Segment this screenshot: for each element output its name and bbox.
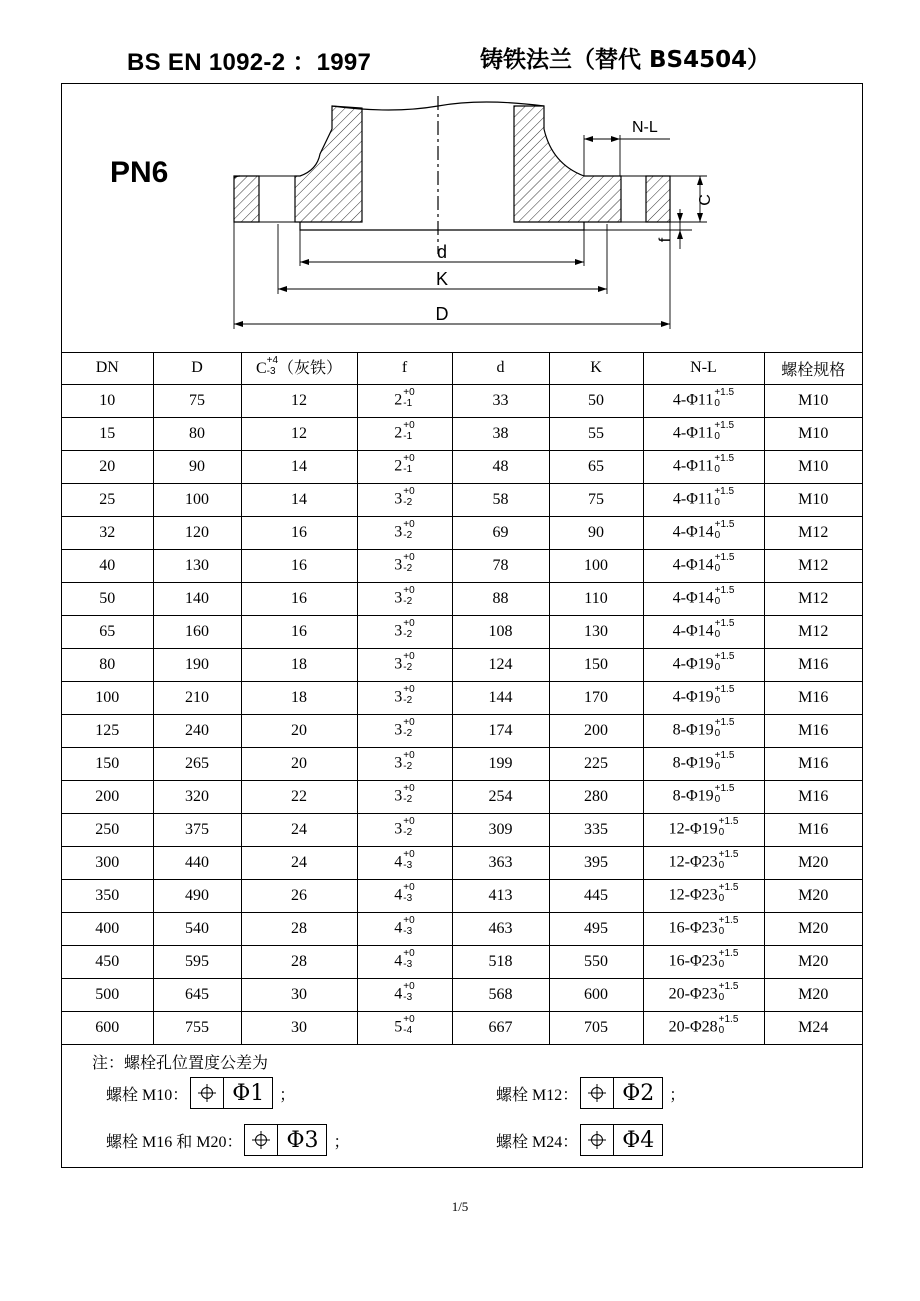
cell-d-outer: 490	[153, 880, 241, 913]
cell-nl: 4-Φ11 +1.5 0	[643, 418, 764, 451]
table-row	[62, 1012, 862, 1045]
cell-d-outer: 90	[153, 451, 241, 484]
cell-f: 3 +0 -2	[357, 814, 452, 847]
cell-bolt: M20	[764, 913, 862, 946]
cell-nl: 16-Φ23 +1.5 0	[643, 946, 764, 979]
dimension-lines	[234, 135, 707, 329]
cell-f: 4 +0 -3	[357, 847, 452, 880]
note-item-m24: 螺栓 M24： Φ4	[496, 1124, 663, 1156]
cell-c: 16	[241, 583, 357, 616]
cell-dn: 200	[62, 781, 153, 814]
cell-d-inner: 33	[452, 385, 549, 418]
dimension-arrows	[234, 136, 703, 327]
cell-k: 100	[549, 550, 643, 583]
cell-d-inner: 309	[452, 814, 549, 847]
cell-k: 150	[549, 649, 643, 682]
cell-dn: 15	[62, 418, 153, 451]
table-row	[62, 484, 862, 517]
cell-d-outer: 190	[153, 649, 241, 682]
cell-d-outer: 210	[153, 682, 241, 715]
cell-f: 3 +0 -2	[357, 682, 452, 715]
cell-c: 18	[241, 649, 357, 682]
cell-d-outer: 75	[153, 385, 241, 418]
cell-dn: 25	[62, 484, 153, 517]
cell-nl: 12-Φ23 +1.5 0	[643, 880, 764, 913]
cell-nl: 8-Φ19 +1.5 0	[643, 715, 764, 748]
cell-dn: 400	[62, 913, 153, 946]
cell-k: 65	[549, 451, 643, 484]
cell-d-inner: 58	[452, 484, 549, 517]
cell-k: 495	[549, 913, 643, 946]
cell-bolt: M16	[764, 682, 862, 715]
cell-k: 445	[549, 880, 643, 913]
table-row	[62, 847, 862, 880]
cell-nl: 4-Φ11 +1.5 0	[643, 451, 764, 484]
cell-bolt: M10	[764, 451, 862, 484]
pressure-class-label: PN6	[110, 156, 169, 189]
dim-label-c: C	[697, 194, 714, 206]
cell-d-outer: 645	[153, 979, 241, 1012]
cell-nl: 8-Φ19 +1.5 0	[643, 748, 764, 781]
cell-bolt: M24	[764, 1012, 862, 1045]
cell-k: 200	[549, 715, 643, 748]
header-k: K	[549, 352, 643, 385]
cell-f: 4 +0 -3	[357, 880, 452, 913]
table-row	[62, 748, 862, 781]
cell-d-outer: 265	[153, 748, 241, 781]
page-number: 1/5	[451, 1199, 469, 1214]
table-row	[62, 979, 862, 1012]
cell-dn: 50	[62, 583, 153, 616]
cell-d-inner: 174	[452, 715, 549, 748]
cell-dn: 250	[62, 814, 153, 847]
cell-c: 14	[241, 484, 357, 517]
cell-bolt: M10	[764, 418, 862, 451]
cell-d-outer: 240	[153, 715, 241, 748]
table-row	[62, 616, 862, 649]
table-row	[62, 451, 862, 484]
cell-c: 18	[241, 682, 357, 715]
cell-d-inner: 124	[452, 649, 549, 682]
cell-d-outer: 320	[153, 781, 241, 814]
note-item-m12: 螺栓 M12： Φ2 ；	[496, 1077, 685, 1109]
cell-k: 55	[549, 418, 643, 451]
table-row	[62, 880, 862, 913]
cell-f: 3 +0 -2	[357, 550, 452, 583]
cell-d-outer: 540	[153, 913, 241, 946]
cell-dn: 450	[62, 946, 153, 979]
cell-c: 20	[241, 715, 357, 748]
cell-bolt: M20	[764, 979, 862, 1012]
cell-d-inner: 78	[452, 550, 549, 583]
cell-nl: 4-Φ14 +1.5 0	[643, 550, 764, 583]
page-title	[0, 38, 920, 78]
position-tolerance-frame: Φ1	[190, 1077, 273, 1109]
cell-bolt: M10	[764, 385, 862, 418]
dim-label-nl: N-L	[632, 119, 658, 136]
table-row	[62, 583, 862, 616]
header-f: f	[357, 352, 452, 385]
header-nl: N-L	[643, 352, 764, 385]
cell-d-inner: 144	[452, 682, 549, 715]
cell-d-inner: 254	[452, 781, 549, 814]
spec-frame	[61, 83, 863, 1168]
cell-bolt: M20	[764, 880, 862, 913]
flange-drawing-panel	[62, 84, 862, 353]
cell-f: 2 +0 -1	[357, 385, 452, 418]
cell-d-inner: 48	[452, 451, 549, 484]
table-row	[62, 385, 862, 418]
cell-d-outer: 80	[153, 418, 241, 451]
cell-k: 110	[549, 583, 643, 616]
cell-f: 3 +0 -2	[357, 748, 452, 781]
cell-d-outer: 375	[153, 814, 241, 847]
cell-dn: 350	[62, 880, 153, 913]
cell-k: 225	[549, 748, 643, 781]
cell-bolt: M16	[764, 748, 862, 781]
cell-dn: 600	[62, 1012, 153, 1045]
cell-nl: 12-Φ23 +1.5 0	[643, 847, 764, 880]
cell-d-inner: 88	[452, 583, 549, 616]
cell-k: 550	[549, 946, 643, 979]
cell-bolt: M10	[764, 484, 862, 517]
header-d-inner: d	[452, 352, 549, 385]
cell-nl: 20-Φ23 +1.5 0	[643, 979, 764, 1012]
table-row	[62, 913, 862, 946]
cell-dn: 65	[62, 616, 153, 649]
cell-nl: 4-Φ14 +1.5 0	[643, 583, 764, 616]
cell-dn: 150	[62, 748, 153, 781]
dim-label-k: K	[435, 269, 449, 289]
cell-nl: 4-Φ14 +1.5 0	[643, 616, 764, 649]
cell-k: 600	[549, 979, 643, 1012]
cell-c: 22	[241, 781, 357, 814]
cell-c: 12	[241, 385, 357, 418]
cell-dn: 125	[62, 715, 153, 748]
cell-bolt: M12	[764, 616, 862, 649]
cell-dn: 80	[62, 649, 153, 682]
table-row	[62, 418, 862, 451]
table-row	[62, 781, 862, 814]
cell-d-outer: 160	[153, 616, 241, 649]
cell-f: 2 +0 -1	[357, 418, 452, 451]
cell-c: 28	[241, 913, 357, 946]
cell-nl: 8-Φ19 +1.5 0	[643, 781, 764, 814]
table-row	[62, 517, 862, 550]
dim-label-d: d	[436, 242, 448, 262]
cell-dn: 40	[62, 550, 153, 583]
cell-d-inner: 518	[452, 946, 549, 979]
position-tolerance-frame: Φ3	[244, 1124, 327, 1156]
cell-k: 280	[549, 781, 643, 814]
standard-number: BS EN 1092-2 ：1997	[127, 49, 372, 76]
position-tolerance-icon	[252, 1131, 270, 1149]
cell-bolt: M16	[764, 814, 862, 847]
cell-nl: 12-Φ19 +1.5 0	[643, 814, 764, 847]
cell-f: 2 +0 -1	[357, 451, 452, 484]
cell-nl: 4-Φ11 +1.5 0	[643, 385, 764, 418]
cell-dn: 500	[62, 979, 153, 1012]
cell-f: 4 +0 -3	[357, 913, 452, 946]
position-tolerance-icon	[588, 1084, 606, 1102]
cell-c: 20	[241, 748, 357, 781]
flange-name: 铸铁法兰（替代 BS4504）	[480, 47, 771, 73]
cell-f: 5 +0 -4	[357, 1012, 452, 1045]
cell-c: 24	[241, 814, 357, 847]
cell-d-inner: 108	[452, 616, 549, 649]
cell-k: 50	[549, 385, 643, 418]
table-row	[62, 715, 862, 748]
cell-bolt: M12	[764, 583, 862, 616]
cell-k: 170	[549, 682, 643, 715]
cell-c: 16	[241, 517, 357, 550]
cell-bolt: M16	[764, 715, 862, 748]
cell-d-outer: 440	[153, 847, 241, 880]
cell-bolt: M12	[764, 517, 862, 550]
cell-f: 4 +0 -3	[357, 979, 452, 1012]
table-row	[62, 814, 862, 847]
table-row	[62, 682, 862, 715]
cell-d-inner: 463	[452, 913, 549, 946]
cell-d-outer: 130	[153, 550, 241, 583]
cell-bolt: M16	[764, 649, 862, 682]
cell-f: 3 +0 -2	[357, 715, 452, 748]
cell-k: 335	[549, 814, 643, 847]
cell-nl: 4-Φ19 +1.5 0	[643, 682, 764, 715]
table-row	[62, 946, 862, 979]
notes-section	[62, 1047, 862, 1167]
cell-f: 3 +0 -2	[357, 583, 452, 616]
cell-c: 26	[241, 880, 357, 913]
cell-c: 16	[241, 616, 357, 649]
cell-c: 28	[241, 946, 357, 979]
cell-c: 24	[241, 847, 357, 880]
cell-dn: 100	[62, 682, 153, 715]
note-item-m16-m20: 螺栓 M16 和 M20： Φ3 ；	[106, 1124, 349, 1156]
note-item-m10: 螺栓 M10： Φ1 ；	[106, 1077, 295, 1109]
cell-bolt: M16	[764, 781, 862, 814]
cell-dn: 20	[62, 451, 153, 484]
header-dn: DN	[62, 352, 153, 385]
cell-f: 3 +0 -2	[357, 649, 452, 682]
cell-d-inner: 363	[452, 847, 549, 880]
header-c: C +4 -3 （灰铁）	[241, 352, 357, 385]
position-tolerance-icon	[588, 1131, 606, 1149]
cell-bolt: M20	[764, 847, 862, 880]
cell-k: 90	[549, 517, 643, 550]
cell-bolt: M12	[764, 550, 862, 583]
cell-d-inner: 667	[452, 1012, 549, 1045]
cell-k: 395	[549, 847, 643, 880]
cell-nl: 4-Φ11 +1.5 0	[643, 484, 764, 517]
cell-d-inner: 38	[452, 418, 549, 451]
cell-d-outer: 755	[153, 1012, 241, 1045]
flange-spec-table	[62, 352, 862, 1045]
position-tolerance-frame: Φ4	[580, 1124, 663, 1156]
cell-nl: 16-Φ23 +1.5 0	[643, 913, 764, 946]
dim-label-dd: D	[435, 304, 449, 324]
cell-d-outer: 595	[153, 946, 241, 979]
table-header-row	[62, 352, 862, 385]
cell-c: 16	[241, 550, 357, 583]
position-tolerance-frame: Φ2	[580, 1077, 663, 1109]
flange-body-left	[234, 106, 362, 222]
cell-f: 3 +0 -2	[357, 616, 452, 649]
cell-c: 14	[241, 451, 357, 484]
cell-nl: 4-Φ19 +1.5 0	[643, 649, 764, 682]
cell-nl: 20-Φ28 +1.5 0	[643, 1012, 764, 1045]
header-d-outer: D	[153, 352, 241, 385]
cell-d-inner: 568	[452, 979, 549, 1012]
cell-f: 4 +0 -3	[357, 946, 452, 979]
cell-dn: 300	[62, 847, 153, 880]
position-tolerance-icon	[198, 1084, 216, 1102]
cell-f: 3 +0 -2	[357, 484, 452, 517]
cell-nl: 4-Φ14 +1.5 0	[643, 517, 764, 550]
cell-f: 3 +0 -2	[357, 781, 452, 814]
cell-d-outer: 100	[153, 484, 241, 517]
cell-c: 30	[241, 1012, 357, 1045]
table-row	[62, 649, 862, 682]
table-row	[62, 550, 862, 583]
cell-bolt: M20	[764, 946, 862, 979]
cell-dn: 32	[62, 517, 153, 550]
cell-k: 130	[549, 616, 643, 649]
cell-d-inner: 199	[452, 748, 549, 781]
cell-d-inner: 69	[452, 517, 549, 550]
cell-k: 705	[549, 1012, 643, 1045]
cell-c: 30	[241, 979, 357, 1012]
cell-f: 3 +0 -2	[357, 517, 452, 550]
note-heading: 注：螺栓孔位置度公差为	[92, 1055, 269, 1072]
cell-k: 75	[549, 484, 643, 517]
cell-d-inner: 413	[452, 880, 549, 913]
raised-face	[300, 222, 584, 230]
dim-label-f: f	[657, 237, 674, 243]
cell-d-outer: 140	[153, 583, 241, 616]
cell-dn: 10	[62, 385, 153, 418]
header-bolt: 螺栓规格	[764, 352, 862, 385]
cell-d-outer: 120	[153, 517, 241, 550]
cell-c: 12	[241, 418, 357, 451]
flange-cross-section-drawing	[62, 84, 862, 352]
